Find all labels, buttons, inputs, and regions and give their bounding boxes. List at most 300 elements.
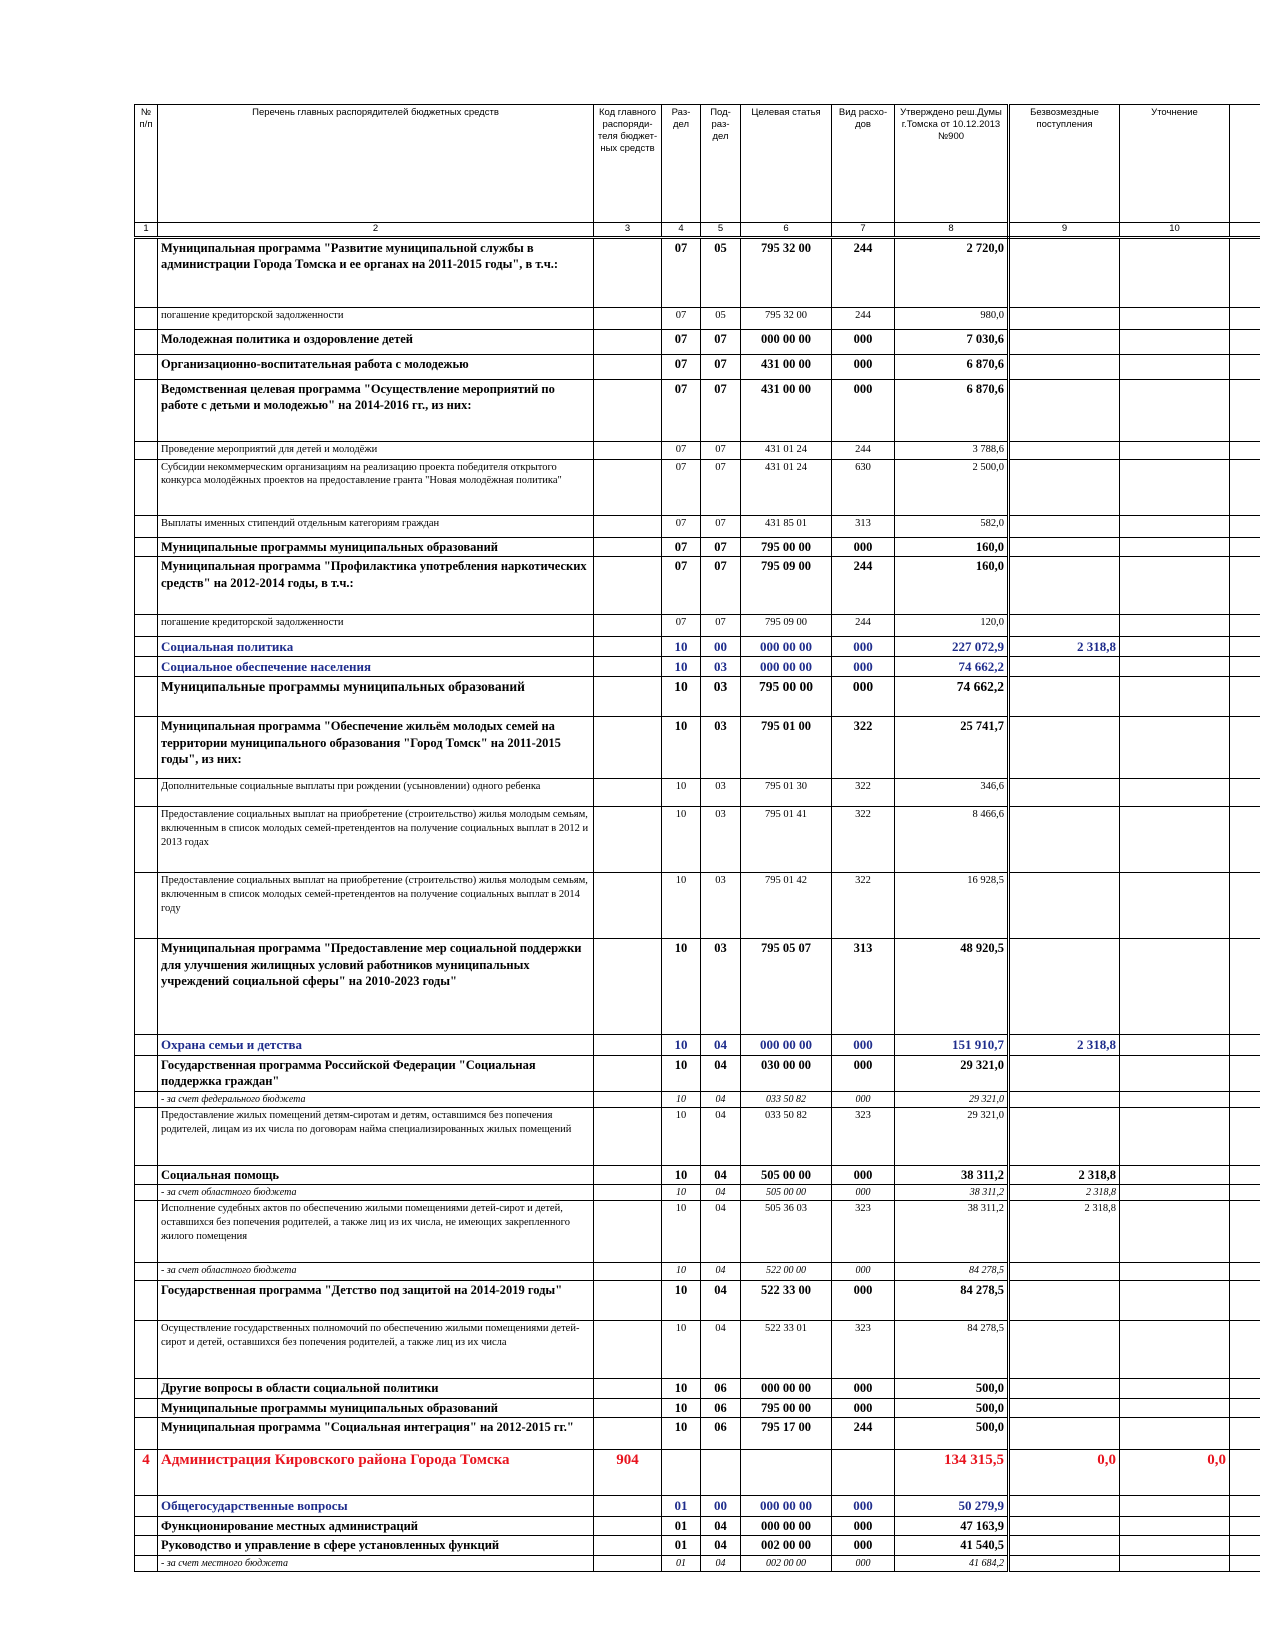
column-number: 6 — [741, 223, 832, 238]
approved-amount: 227 072,9 — [895, 637, 1009, 657]
row-extra-cell — [1230, 354, 1260, 379]
grants-amount: 2 318,8 — [1009, 637, 1120, 657]
row-extra-cell — [1230, 441, 1260, 459]
clarification-amount — [1120, 379, 1230, 441]
grants-amount — [1009, 1496, 1120, 1516]
section-code: 10 — [662, 1418, 701, 1450]
row-name: Проведение мероприятий для детей и молодёжи — [158, 441, 594, 459]
table-row — [135, 637, 1260, 657]
row-extra-cell — [1230, 717, 1260, 779]
table-row — [135, 1496, 1260, 1516]
row-extra-cell — [1230, 807, 1260, 873]
target-article-code: 030 00 00 — [741, 1055, 832, 1091]
distributor-code — [594, 1379, 662, 1399]
table-row — [135, 379, 1260, 441]
table-row — [135, 873, 1260, 939]
column-number: 1 — [135, 223, 158, 238]
row-name: Молодежная политика и оздоровление детей — [158, 329, 594, 354]
row-extra-cell — [1230, 1263, 1260, 1281]
header-subsection: Под-раз-дел — [701, 105, 741, 223]
approved-amount: 6 870,6 — [895, 354, 1009, 379]
row-name: Охрана семьи и детства — [158, 1035, 594, 1055]
expense-type-code: 323 — [832, 1201, 895, 1263]
table-row — [135, 1201, 1260, 1263]
section-code: 10 — [662, 657, 701, 677]
row-number — [135, 1555, 158, 1571]
row-extra-cell — [1230, 1555, 1260, 1571]
section-code: 10 — [662, 1165, 701, 1185]
approved-amount: 50 279,9 — [895, 1496, 1009, 1516]
subsection-code: 03 — [701, 677, 741, 717]
approved-amount: 84 278,5 — [895, 1281, 1009, 1321]
expense-type-code: 000 — [832, 1398, 895, 1418]
expense-type-code: 000 — [832, 379, 895, 441]
row-number — [135, 1321, 158, 1379]
clarification-amount — [1120, 329, 1230, 354]
distributor-code — [594, 379, 662, 441]
approved-amount: 38 311,2 — [895, 1201, 1009, 1263]
clarification-amount — [1120, 1281, 1230, 1321]
table-row — [135, 1185, 1260, 1201]
table-row — [135, 1516, 1260, 1536]
grants-amount — [1009, 1379, 1120, 1399]
row-name: погашение кредиторской задолженности — [158, 307, 594, 329]
row-name: Муниципальные программы муниципальных образований — [158, 537, 594, 557]
expense-type-code: 313 — [832, 939, 895, 1035]
target-article-code: 522 00 00 — [741, 1263, 832, 1281]
expense-type-code: 323 — [832, 1321, 895, 1379]
target-article-code: 795 05 07 — [741, 939, 832, 1035]
row-number — [135, 1055, 158, 1091]
distributor-code — [594, 1055, 662, 1091]
row-extra-cell — [1230, 1201, 1260, 1263]
section-code: 10 — [662, 1321, 701, 1379]
row-number — [135, 1035, 158, 1055]
approved-amount: 500,0 — [895, 1398, 1009, 1418]
table-row — [135, 1281, 1260, 1321]
target-article-code: 522 33 01 — [741, 1321, 832, 1379]
expense-type-code: 000 — [832, 657, 895, 677]
column-number: 9 — [1009, 223, 1120, 238]
row-extra-cell — [1230, 1536, 1260, 1556]
subsection-code: 07 — [701, 515, 741, 537]
row-name: Муниципальная программа "Предоставление мер социальной поддержки для улучшения жилищных условий работников муниципальных учреждений социальной сферы" на 2010-2023 годы" — [158, 939, 594, 1035]
subsection-code: 03 — [701, 717, 741, 779]
row-name: - за счет областного бюджета — [158, 1185, 594, 1201]
expense-type-code: 000 — [832, 1165, 895, 1185]
grants-amount: 2 318,8 — [1009, 1035, 1120, 1055]
clarification-amount — [1120, 807, 1230, 873]
grants-amount — [1009, 1055, 1120, 1091]
row-number — [135, 237, 158, 307]
approved-amount: 346,6 — [895, 779, 1009, 807]
clarification-amount — [1120, 1055, 1230, 1091]
approved-amount: 16 928,5 — [895, 873, 1009, 939]
grants-amount — [1009, 873, 1120, 939]
section-code: 07 — [662, 459, 701, 515]
approved-amount: 2 720,0 — [895, 237, 1009, 307]
subsection-code: 07 — [701, 379, 741, 441]
expense-type-code: 244 — [832, 441, 895, 459]
clarification-amount — [1120, 1107, 1230, 1165]
target-article-code: 795 09 00 — [741, 615, 832, 637]
row-number — [135, 1165, 158, 1185]
row-extra-cell — [1230, 329, 1260, 354]
section-code: 10 — [662, 677, 701, 717]
column-number: 8 — [895, 223, 1009, 238]
row-extra-cell — [1230, 1165, 1260, 1185]
distributor-code — [594, 441, 662, 459]
row-extra-cell — [1230, 873, 1260, 939]
row-name: Осуществление государственных полномочий по обеспечению жилыми помещениями детей-сирот и детей, оставшихся без попечения родителей, а также лиц из их числа — [158, 1321, 594, 1379]
row-number — [135, 441, 158, 459]
row-name: Муниципальная программа "Социальная интеграция" на 2012-2015 гг." — [158, 1418, 594, 1450]
row-extra-cell — [1230, 657, 1260, 677]
approved-amount: 84 278,5 — [895, 1263, 1009, 1281]
row-extra-cell — [1230, 939, 1260, 1035]
row-extra-cell — [1230, 1055, 1260, 1091]
subsection-code: 07 — [701, 459, 741, 515]
distributor-code — [594, 1536, 662, 1556]
expense-type-code: 000 — [832, 354, 895, 379]
distributor-code — [594, 1165, 662, 1185]
grants-amount — [1009, 1536, 1120, 1556]
subsection-code: 00 — [701, 1496, 741, 1516]
clarification-amount — [1120, 1201, 1230, 1263]
table-row — [135, 237, 1260, 307]
target-article-code: 795 32 00 — [741, 237, 832, 307]
section-code: 10 — [662, 779, 701, 807]
distributor-code — [594, 329, 662, 354]
header-clarification: Уточнение — [1120, 105, 1230, 223]
row-number — [135, 1201, 158, 1263]
target-article-code: 795 01 00 — [741, 717, 832, 779]
row-name: - за счет областного бюджета — [158, 1263, 594, 1281]
row-name: Муниципальная программа "Развитие муниципальной службы в администрации Города Томска и ее органах на 2011-2015 годы", в т.ч.: — [158, 237, 594, 307]
target-article-code — [741, 1450, 832, 1496]
row-number — [135, 637, 158, 657]
distributor-code — [594, 1185, 662, 1201]
target-article-code: 000 00 00 — [741, 1496, 832, 1516]
row-name: Функционирование местных администраций — [158, 1516, 594, 1536]
clarification-amount — [1120, 1379, 1230, 1399]
row-name: Государственная программа Российской Федерации "Социальная поддержка граждан" — [158, 1055, 594, 1091]
grants-amount: 2 318,8 — [1009, 1165, 1120, 1185]
clarification-amount — [1120, 677, 1230, 717]
row-extra-cell — [1230, 1379, 1260, 1399]
section-code: 10 — [662, 1035, 701, 1055]
target-article-code: 000 00 00 — [741, 657, 832, 677]
row-number — [135, 1536, 158, 1556]
clarification-amount — [1120, 1091, 1230, 1107]
target-article-code: 033 50 82 — [741, 1091, 832, 1107]
clarification-amount — [1120, 779, 1230, 807]
target-article-code: 505 00 00 — [741, 1185, 832, 1201]
row-number — [135, 1516, 158, 1536]
section-code: 07 — [662, 515, 701, 537]
expense-type-code: 000 — [832, 677, 895, 717]
subsection-code: 07 — [701, 329, 741, 354]
row-number — [135, 717, 158, 779]
row-number — [135, 329, 158, 354]
column-number: 3 — [594, 223, 662, 238]
row-name: Выплаты именных стипендий отдельным категориям граждан — [158, 515, 594, 537]
row-name: Муниципальные программы муниципальных образований — [158, 1398, 594, 1418]
approved-amount: 134 315,5 — [895, 1450, 1009, 1496]
target-article-code: 431 00 00 — [741, 379, 832, 441]
expense-type-code: 630 — [832, 459, 895, 515]
expense-type-code: 244 — [832, 615, 895, 637]
approved-amount: 980,0 — [895, 307, 1009, 329]
target-article-code: 795 01 42 — [741, 873, 832, 939]
subsection-code: 04 — [701, 1055, 741, 1091]
subsection-code: 04 — [701, 1536, 741, 1556]
row-name: Предоставление социальных выплат на приобретение (строительство) жилья молодым семьям, включенным в список молодых семей-претендентов на получение социальных выплат в 2014 году — [158, 873, 594, 939]
clarification-amount — [1120, 1536, 1230, 1556]
row-extra-cell — [1230, 1107, 1260, 1165]
target-article-code: 000 00 00 — [741, 1379, 832, 1399]
grants-amount — [1009, 1107, 1120, 1165]
row-number — [135, 807, 158, 873]
expense-type-code: 000 — [832, 1091, 895, 1107]
table-row — [135, 1035, 1260, 1055]
expense-type-code: 322 — [832, 807, 895, 873]
row-extra-cell — [1230, 1185, 1260, 1201]
row-extra-cell — [1230, 779, 1260, 807]
table-row — [135, 1263, 1260, 1281]
table-row — [135, 354, 1260, 379]
clarification-amount — [1120, 1516, 1230, 1536]
expense-type-code: 000 — [832, 1555, 895, 1571]
table-row — [135, 779, 1260, 807]
clarification-amount — [1120, 873, 1230, 939]
grants-amount — [1009, 939, 1120, 1035]
table-row — [135, 1450, 1260, 1496]
grants-amount — [1009, 1263, 1120, 1281]
grants-amount — [1009, 1418, 1120, 1450]
row-extra-cell — [1230, 459, 1260, 515]
header-num: № п/п — [135, 105, 158, 223]
expense-type-code: 322 — [832, 779, 895, 807]
target-article-code: 505 36 03 — [741, 1201, 832, 1263]
row-name: Администрация Кировского района Города Томска — [158, 1450, 594, 1496]
row-number — [135, 1398, 158, 1418]
header-section: Раз-дел — [662, 105, 701, 223]
clarification-amount — [1120, 1165, 1230, 1185]
column-number-extra — [1230, 223, 1260, 238]
row-number — [135, 557, 158, 615]
target-article-code: 033 50 82 — [741, 1107, 832, 1165]
row-extra-cell — [1230, 1281, 1260, 1321]
expense-type-code: 000 — [832, 1185, 895, 1201]
expense-type-code: 244 — [832, 1418, 895, 1450]
approved-amount: 6 870,6 — [895, 379, 1009, 441]
target-article-code: 795 09 00 — [741, 557, 832, 615]
distributor-code — [594, 1555, 662, 1571]
row-number — [135, 939, 158, 1035]
grants-amount — [1009, 329, 1120, 354]
target-article-code: 002 00 00 — [741, 1555, 832, 1571]
row-name: Предоставление социальных выплат на приобретение (строительство) жилья молодым семьям, включенным в список молодых семей-претендентов на получение социальных выплат в 2012 и 2013 годах — [158, 807, 594, 873]
section-code: 10 — [662, 1201, 701, 1263]
row-number — [135, 1281, 158, 1321]
section-code — [662, 1450, 701, 1496]
row-name: - за счет местного бюджета — [158, 1555, 594, 1571]
clarification-amount — [1120, 1185, 1230, 1201]
budget-table — [134, 104, 1260, 1572]
target-article-code: 000 00 00 — [741, 329, 832, 354]
subsection-code: 03 — [701, 779, 741, 807]
target-article-code: 000 00 00 — [741, 637, 832, 657]
approved-amount: 8 466,6 — [895, 807, 1009, 873]
section-code: 01 — [662, 1516, 701, 1536]
table-row — [135, 1055, 1260, 1091]
distributor-code — [594, 237, 662, 307]
column-number-row — [135, 223, 1260, 238]
clarification-amount — [1120, 637, 1230, 657]
row-number — [135, 1091, 158, 1107]
row-name: Предоставление жилых помещений детям-сиротам и детям, оставшимся без попечения родителей, лицам из их числа по договорам найма специализированных жилых помещений — [158, 1107, 594, 1165]
subsection-code: 06 — [701, 1418, 741, 1450]
approved-amount: 74 662,2 — [895, 677, 1009, 717]
grants-amount — [1009, 717, 1120, 779]
approved-amount: 160,0 — [895, 557, 1009, 615]
grants-amount — [1009, 557, 1120, 615]
subsection-code: 07 — [701, 537, 741, 557]
header-code: Код главного распоряди-теля бюджет-ных средств — [594, 105, 662, 223]
clarification-amount — [1120, 459, 1230, 515]
distributor-code — [594, 779, 662, 807]
row-extra-cell — [1230, 1496, 1260, 1516]
clarification-amount — [1120, 615, 1230, 637]
section-code: 07 — [662, 441, 701, 459]
subsection-code: 03 — [701, 939, 741, 1035]
row-extra-cell — [1230, 1418, 1260, 1450]
approved-amount: 41 540,5 — [895, 1536, 1009, 1556]
table-row — [135, 307, 1260, 329]
section-code: 01 — [662, 1536, 701, 1556]
target-article-code: 000 00 00 — [741, 1035, 832, 1055]
grants-amount — [1009, 515, 1120, 537]
table-row — [135, 657, 1260, 677]
distributor-code — [594, 1418, 662, 1450]
clarification-amount — [1120, 1555, 1230, 1571]
distributor-code — [594, 657, 662, 677]
row-extra-cell — [1230, 307, 1260, 329]
row-name: Муниципальная программа "Профилактика употребления наркотических средств" на 2012-2014 годы, в т.ч.: — [158, 557, 594, 615]
subsection-code: 04 — [701, 1555, 741, 1571]
distributor-code — [594, 307, 662, 329]
row-number — [135, 1263, 158, 1281]
expense-type-code: 000 — [832, 1055, 895, 1091]
section-code: 07 — [662, 379, 701, 441]
approved-amount: 500,0 — [895, 1418, 1009, 1450]
row-name: Другие вопросы в области социальной политики — [158, 1379, 594, 1399]
distributor-code — [594, 1091, 662, 1107]
expense-type-code: 244 — [832, 557, 895, 615]
target-article-code: 431 01 24 — [741, 459, 832, 515]
expense-type-code: 322 — [832, 873, 895, 939]
row-extra-cell — [1230, 379, 1260, 441]
clarification-amount — [1120, 1418, 1230, 1450]
target-article-code: 505 00 00 — [741, 1165, 832, 1185]
row-extra-cell — [1230, 537, 1260, 557]
target-article-code: 431 00 00 — [741, 354, 832, 379]
target-article-code: 795 01 41 — [741, 807, 832, 873]
expense-type-code: 000 — [832, 329, 895, 354]
approved-amount: 25 741,7 — [895, 717, 1009, 779]
subsection-code: 05 — [701, 237, 741, 307]
section-code: 07 — [662, 329, 701, 354]
section-code: 07 — [662, 237, 701, 307]
expense-type-code: 000 — [832, 1281, 895, 1321]
expense-type-code: 000 — [832, 1496, 895, 1516]
row-name: Ведомственная целевая программа "Осуществление мероприятий по работе с детьми и молодежью" на 2014-2016 гг., из них: — [158, 379, 594, 441]
row-number — [135, 1107, 158, 1165]
clarification-amount — [1120, 657, 1230, 677]
section-code: 01 — [662, 1555, 701, 1571]
grants-amount — [1009, 1398, 1120, 1418]
distributor-code — [594, 557, 662, 615]
table-row — [135, 329, 1260, 354]
section-code: 07 — [662, 307, 701, 329]
subsection-code: 03 — [701, 657, 741, 677]
row-extra-cell — [1230, 1516, 1260, 1536]
row-number — [135, 873, 158, 939]
subsection-code: 03 — [701, 807, 741, 873]
grants-amount — [1009, 1516, 1120, 1536]
target-article-code: 795 01 30 — [741, 779, 832, 807]
grants-amount — [1009, 1321, 1120, 1379]
table-row — [135, 1536, 1260, 1556]
section-code: 10 — [662, 939, 701, 1035]
grants-amount — [1009, 441, 1120, 459]
row-extra-cell — [1230, 677, 1260, 717]
row-name: Руководство и управление в сфере установленных функций — [158, 1536, 594, 1556]
grants-amount: 2 318,8 — [1009, 1185, 1120, 1201]
section-code: 10 — [662, 807, 701, 873]
header-name: Перечень главных распорядителей бюджетных средств — [158, 105, 594, 223]
row-name: Дополнительные социальные выплаты при рождении (усыновлении) одного ребенка — [158, 779, 594, 807]
header-approved: Утверждено реш.Думы г.Томска от 10.12.2013 №900 — [895, 105, 1009, 223]
row-name: погашение кредиторской задолженности — [158, 615, 594, 637]
row-extra-cell — [1230, 1035, 1260, 1055]
distributor-code — [594, 615, 662, 637]
column-number: 7 — [832, 223, 895, 238]
distributor-code — [594, 1107, 662, 1165]
subsection-code: 04 — [701, 1263, 741, 1281]
table-row — [135, 1418, 1260, 1450]
section-code: 10 — [662, 1091, 701, 1107]
approved-amount: 29 321,0 — [895, 1055, 1009, 1091]
approved-amount: 29 321,0 — [895, 1107, 1009, 1165]
clarification-amount — [1120, 557, 1230, 615]
row-number — [135, 677, 158, 717]
row-extra-cell — [1230, 1398, 1260, 1418]
row-name: Социальная помощь — [158, 1165, 594, 1185]
clarification-amount — [1120, 537, 1230, 557]
expense-type-code: 000 — [832, 637, 895, 657]
row-number — [135, 615, 158, 637]
clarification-amount — [1120, 1035, 1230, 1055]
distributor-code — [594, 1398, 662, 1418]
section-code: 10 — [662, 1055, 701, 1091]
row-number — [135, 537, 158, 557]
section-code: 10 — [662, 1379, 701, 1399]
grants-amount — [1009, 615, 1120, 637]
clarification-amount — [1120, 1263, 1230, 1281]
subsection-code: 03 — [701, 873, 741, 939]
